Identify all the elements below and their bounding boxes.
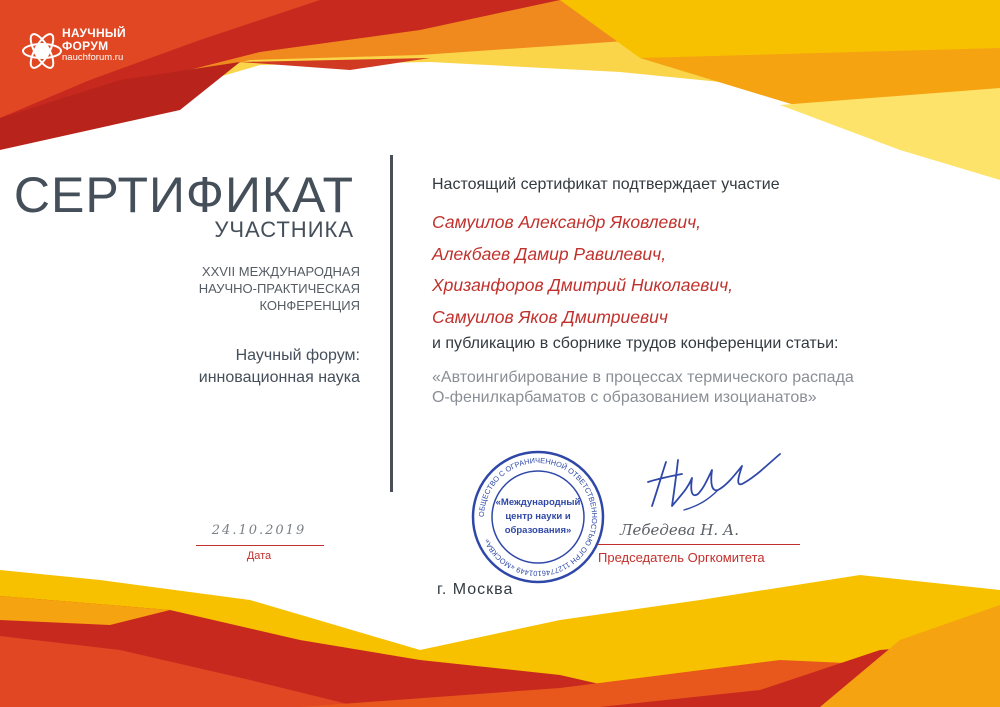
article-line: О-фенилкарбаматов с образованием изоцианатов»	[432, 389, 817, 406]
intro-text: Настоящий сертификат подтверждает участие	[432, 176, 780, 193]
logo-line-1: НАУЧНЫЙ	[62, 26, 126, 40]
issue-date: 24.10.2019	[211, 523, 307, 538]
article-line: «Автоингибирование в процессах термического распада	[432, 369, 854, 386]
official-stamp	[470, 449, 606, 585]
conference-name	[100, 263, 360, 314]
author-name: Самуилов Яков Дмитриевич	[432, 306, 668, 327]
date-label: Дата	[246, 550, 272, 562]
stamp-center-line: центр науки и	[505, 511, 571, 522]
article-title	[432, 368, 854, 408]
signer-name: Лебедева Н. А.	[620, 521, 739, 539]
signature-underline	[598, 544, 800, 545]
handwritten-signature	[638, 448, 788, 518]
conference-line: XXVII МЕЖДУНАРОДНАЯ	[201, 264, 360, 279]
forum-name	[100, 345, 360, 389]
forum-line: инновационная наука	[198, 369, 360, 386]
conference-line: КОНФЕРЕНЦИЯ	[259, 298, 360, 313]
city-text: г. Москва	[437, 581, 514, 598]
authors-list	[432, 207, 733, 333]
stamp-ring-path: ОБЩЕСТВО С ОГРАНИЧЕННОЙ ОТВЕТСТВЕННОСТЬЮ ОГРН 1127746101449 «МОСКВА»	[476, 455, 600, 579]
atom-icon	[23, 31, 61, 71]
author-name: Самуилов Александр Яковлевич,	[432, 212, 702, 232]
date-underline	[196, 545, 324, 546]
signer-title: Председатель Оргкомитета	[598, 550, 765, 565]
author-name: Алекбаев Дамир Равилевич,	[432, 243, 667, 264]
certificate-title: СЕРТИФИКАТ	[13, 167, 354, 223]
stamp-center-line: «Международный	[495, 497, 581, 508]
author-name: Хризанфоров Дмитрий Николаевич,	[432, 275, 734, 295]
publication-text: и публикацию в сборнике трудов конференции статьи:	[432, 335, 839, 352]
conference-line: НАУЧНО-ПРАКТИЧЕСКАЯ	[198, 281, 360, 296]
stamp-center-line: образования»	[504, 525, 572, 536]
certificate-subtitle: УЧАСТНИКА	[214, 217, 354, 242]
forum-line: Научный форум:	[235, 347, 360, 364]
logo-text	[62, 27, 126, 63]
logo-site: nauchforum.ru	[62, 52, 124, 64]
logo-line-2: ФОРУМ	[62, 38, 109, 53]
vertical-divider	[390, 155, 393, 492]
